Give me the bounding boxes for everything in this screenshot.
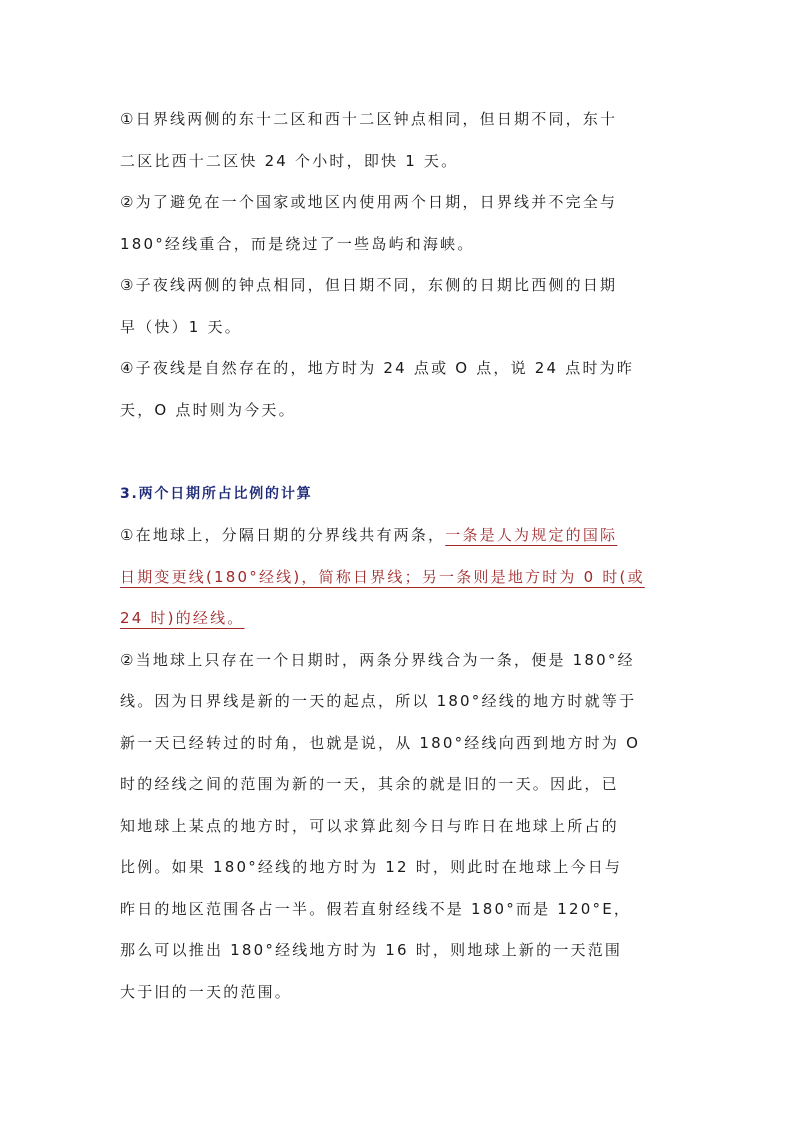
text-line: 早（快）1 天。 bbox=[120, 318, 242, 336]
text-line: 知地球上某点的地方时，可以求算此刻今日与昨日在地球上所占的 bbox=[120, 817, 619, 835]
highlighted-text: 24 时)的经线。 bbox=[120, 609, 245, 627]
highlighted-text: 一条是人为规定的国际 bbox=[445, 526, 618, 544]
text-line: 大于旧的一天的范围。 bbox=[120, 983, 293, 1001]
text-segment: ①在地球上，分隔日期的分界线共有两条， bbox=[120, 526, 446, 544]
text-line: ④子夜线是自然存在的，地方时为 24 点或 O 点，说 24 点时为昨 bbox=[120, 359, 635, 377]
text-line: 新一天已经转过的时角，也就是说，从 180°经线向西到地方时为 O bbox=[120, 734, 641, 752]
section-heading: 3.两个日期所占比例的计算 bbox=[120, 486, 313, 502]
text-line: 二区比西十二区快 24 个小时，即快 1 天。 bbox=[120, 152, 459, 170]
text-line: 180°经线重合，而是绕过了一些岛屿和海峡。 bbox=[120, 235, 475, 253]
text-line: ③子夜线两侧的钟点相同，但日期不同，东侧的日期比西侧的日期 bbox=[120, 276, 618, 294]
text-line: 天，O 点时则为今天。 bbox=[120, 401, 296, 419]
text-line: ②为了避免在一个国家或地区内使用两个日期，日界线并不完全与 bbox=[120, 193, 618, 211]
text-line: 比例。如果 180°经线的地方时为 12 时，则此时在地球上今日与 bbox=[120, 858, 623, 876]
text-line: 时的经线之间的范围为新的一天，其余的就是旧的一天。因此，已 bbox=[120, 775, 619, 793]
text-line bbox=[120, 607, 680, 629]
highlighted-text: 日期变更线(180°经线)，简称日界线；另一条则是地方时为 0 时(或 bbox=[120, 568, 645, 586]
text-line: ①日界线两侧的东十二区和西十二区钟点相同，但日期不同，东十 bbox=[120, 110, 618, 128]
text-line bbox=[120, 524, 680, 546]
text-line: 那么可以推出 180°经线地方时为 16 时，则地球上新的一天范围 bbox=[120, 941, 623, 959]
text-line: ②当地球上只存在一个日期时，两条分界线合为一条，便是 180°经 bbox=[120, 651, 635, 669]
text-line: 线。因为日界线是新的一天的起点，所以 180°经线的地方时就等于 bbox=[120, 692, 637, 710]
text-line bbox=[120, 566, 680, 588]
text-line: 昨日的地区范围各占一半。假若直射经线不是 180°而是 120°E， bbox=[120, 900, 632, 918]
